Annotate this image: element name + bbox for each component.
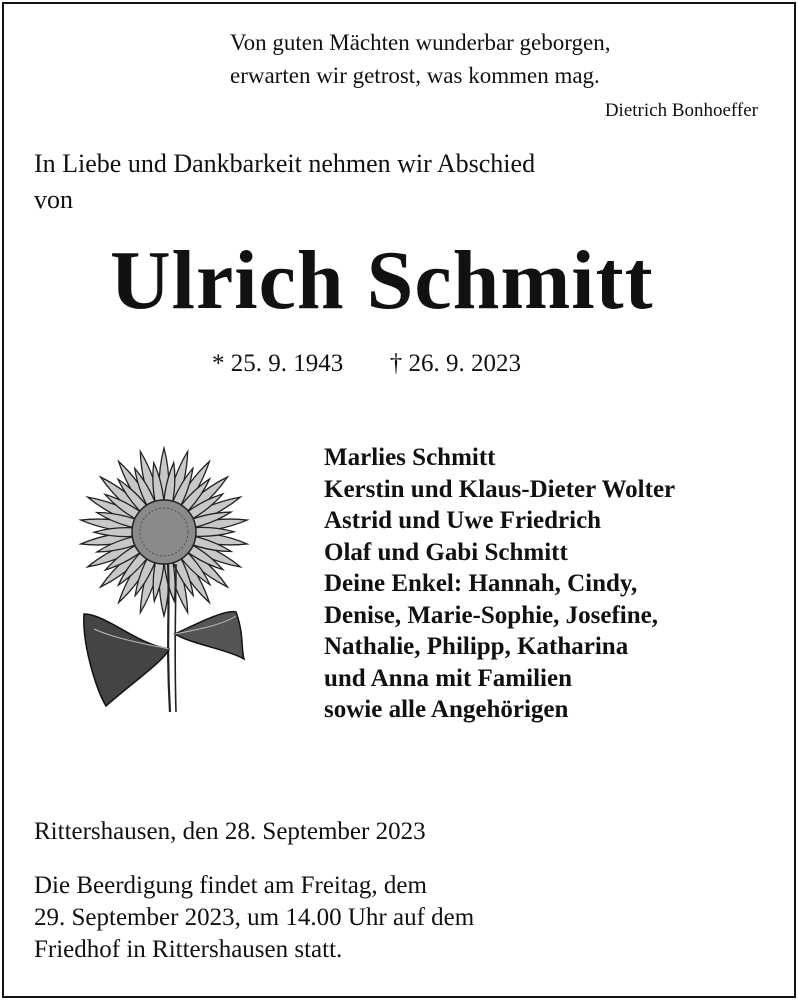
place-date: Rittershausen, den 28. September 2023: [34, 818, 426, 845]
life-dates: [212, 350, 521, 378]
deceased-name: Ulrich Schmitt: [110, 234, 654, 327]
mourner-line: Kerstin und Klaus-Dieter Wolter: [324, 475, 676, 503]
birth-date: * 25. 9. 1943: [212, 350, 344, 377]
funeral-line: Die Beerdigung findet am Freitag, dem: [34, 872, 427, 899]
mourner-line: Olaf und Gabi Schmitt: [324, 538, 568, 566]
mourner-line: Denise, Marie-Sophie, Josefine,: [324, 601, 658, 629]
death-date: † 26. 9. 2023: [389, 350, 521, 377]
mourner-line: sowie alle Angehörigen: [324, 696, 569, 723]
mourner-line: Marlies Schmitt: [324, 444, 496, 471]
quote-line: erwarten wir getrost, was kommen mag.: [230, 63, 600, 88]
intro-text: [34, 146, 535, 218]
funeral-notice: [34, 870, 474, 966]
funeral-line: 29. September 2023, um 14.00 Uhr auf dem: [34, 904, 475, 931]
mourners-list: [324, 442, 675, 726]
obituary-frame: [2, 2, 796, 998]
mourner-line: Astrid und Uwe Friedrich: [324, 507, 602, 534]
mourner-line: Nathalie, Philipp, Katharina: [324, 633, 629, 660]
intro-line: von: [34, 185, 73, 214]
mourner-line: Deine Enkel: Hannah, Cindy,: [324, 570, 638, 597]
funeral-line: Friedhof in Rittershausen statt.: [34, 936, 343, 963]
intro-line: In Liebe und Dankbarkeit nehmen wir Abschied: [34, 149, 536, 178]
quote-line: Von guten Mächten wunderbar geborgen,: [230, 30, 611, 55]
quote-author: Dietrich Bonhoeffer: [604, 100, 758, 121]
mourner-line: und Anna mit Familien: [324, 664, 572, 692]
quote: [230, 26, 610, 92]
sunflower-icon: [76, 444, 252, 717]
